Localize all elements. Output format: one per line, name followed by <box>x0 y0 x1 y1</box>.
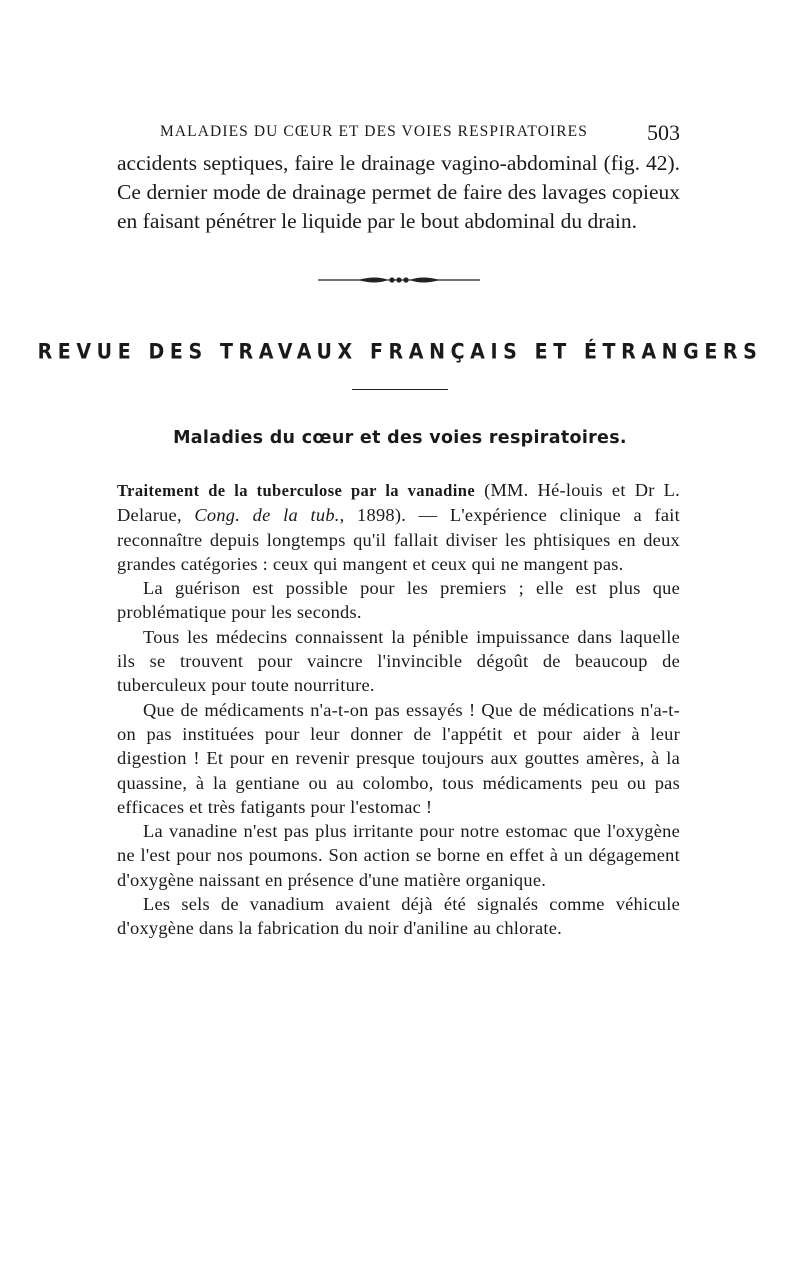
ornament-divider <box>318 273 480 287</box>
intro-paragraph: accidents septiques, faire le drainage vagino-abdominal (fig. 42). Ce dernier mode de drainage permet de faire des lavages copieux en faisant pénétrer le liquide par le bout abdominal du drain. <box>117 151 680 233</box>
article-authors: (MM. Hé-louis et Dr L. Delarue, <box>117 480 680 526</box>
intro-text <box>117 149 680 236</box>
article-paragraph: Tous les médecins connaissent la pénible impuissance dans laquelle ils se trouvent pour vaincre l'invincible dégoût de beaucoup de tuberculeux pour toute nourriture. <box>117 626 680 696</box>
article-paragraph: Que de médicaments n'a-t-on pas essayés ! Que de médications n'a-t-on pas instituées pour leur donner de l'appétit et pour aider à leur digestion ! Et pour en revenir presque toujours aux gouttes amères, à la quassine, à la gentiane ou au colombo, tous médicaments peu ou pas efficaces et très fatigants pour l'estomac ! <box>117 699 680 817</box>
page-number: 503 <box>647 120 680 145</box>
section-rule <box>352 389 448 390</box>
article-paragraph: La guérison est possible pour les premiers ; elle est plus que problématique pour les seconds. <box>117 578 680 623</box>
article-citation: Cong. de la tub. <box>194 505 340 526</box>
article-paragraph: Les sels de vanadium avaient déjà été signalés comme véhicule d'oxygène dans la fabrication du noir d'aniline au chlorate. <box>117 894 680 939</box>
running-title: MALADIES DU CŒUR ET DES VOIES RESPIRATOIRES <box>160 123 588 140</box>
article-citation-rest: , 1898). — L'expérience clinique a fait reconnaître depuis longtemps qu'il fallait diviser les phtisiques en deux grandes catégories : ceux qui mangent et ceux qui ne mangent pas. <box>117 505 680 574</box>
subsection-title: Maladies du cœur et des voies respiratoires. <box>173 428 627 448</box>
article-paragraph: La vanadine n'est pas plus irritante pour notre estomac que l'oxygène ne l'est pour nos poumons. Son action se borne en effet à un dégagement d'oxygène naissant en présence d'une matière organique. <box>117 821 680 890</box>
article-lead-title: Traitement de la tuberculose par la vanadine <box>117 481 476 500</box>
article-body <box>117 478 680 941</box>
section-title: REVUE DES TRAVAUX FRANÇAIS ET ÉTRANGERS <box>37 339 763 365</box>
article-first-paragraph <box>117 478 680 576</box>
